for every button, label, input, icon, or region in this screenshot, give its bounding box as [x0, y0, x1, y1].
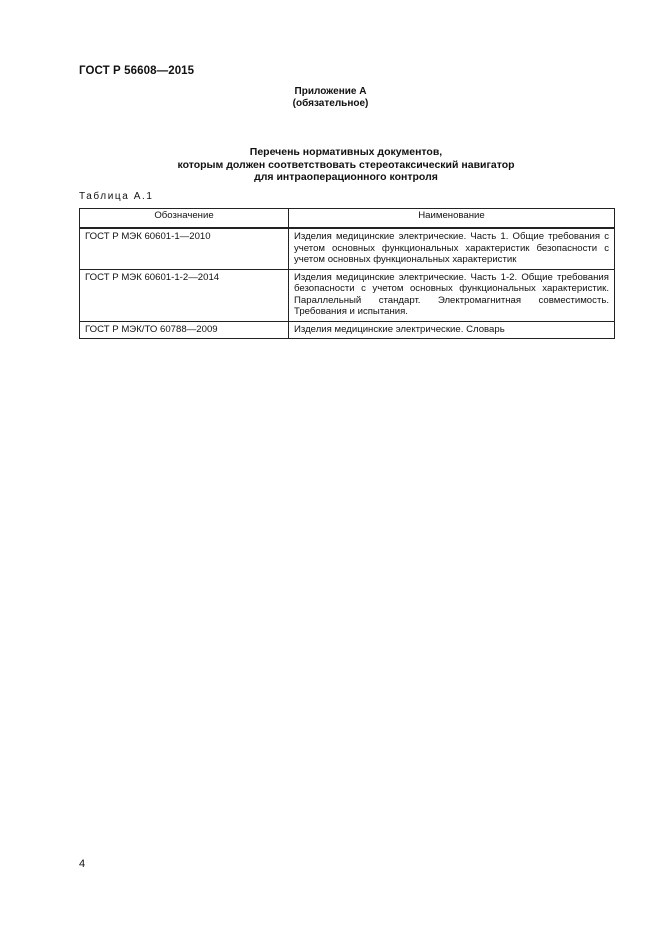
table-row	[80, 269, 615, 321]
normative-documents-table	[79, 208, 615, 339]
section-heading-line-1: Перечень нормативных документов,	[249, 146, 443, 158]
page-number: 4	[79, 858, 86, 870]
table-row	[80, 321, 615, 339]
document-code-cell: ГОСТ Р МЭК/ТО 60788—2009	[80, 321, 289, 339]
table-caption: Таблица А.1	[79, 191, 154, 202]
section-heading	[0, 146, 661, 184]
appendix-heading	[0, 86, 661, 110]
section-heading-line-2: которым должен соответствовать стереотаксический навигатор	[177, 158, 515, 171]
document-code-cell: ГОСТ Р МЭК 60601-1—2010	[80, 228, 289, 269]
appendix-title: Приложение А	[294, 86, 367, 97]
document-name-cell: Изделия медицинские электрические. Часть 1-2. Общие требования безопасности с учетом основных функциональных характеристик. Параллельный стандарт. Электромагнитная совместимость. Требования и испытания.	[289, 269, 615, 321]
column-header-designation: Обозначение	[80, 209, 289, 229]
column-header-name: Наименование	[289, 209, 615, 229]
document-name-cell: Изделия медицинские электрические. Словарь	[289, 321, 615, 339]
document-name-cell: Изделия медицинские электрические. Часть 1. Общие требования с учетом основных функциональных характеристик безопасности с учетом основных функциональных характеристик	[289, 228, 615, 269]
section-heading-line-3: для интраоперационного контроля	[254, 171, 438, 183]
table-row	[80, 228, 615, 269]
table-header-row	[80, 209, 615, 229]
document-standard-header: ГОСТ Р 56608—2015	[79, 65, 195, 77]
document-code-cell: ГОСТ Р МЭК 60601-1-2—2014	[80, 269, 289, 321]
appendix-status: (обязательное)	[292, 98, 369, 109]
